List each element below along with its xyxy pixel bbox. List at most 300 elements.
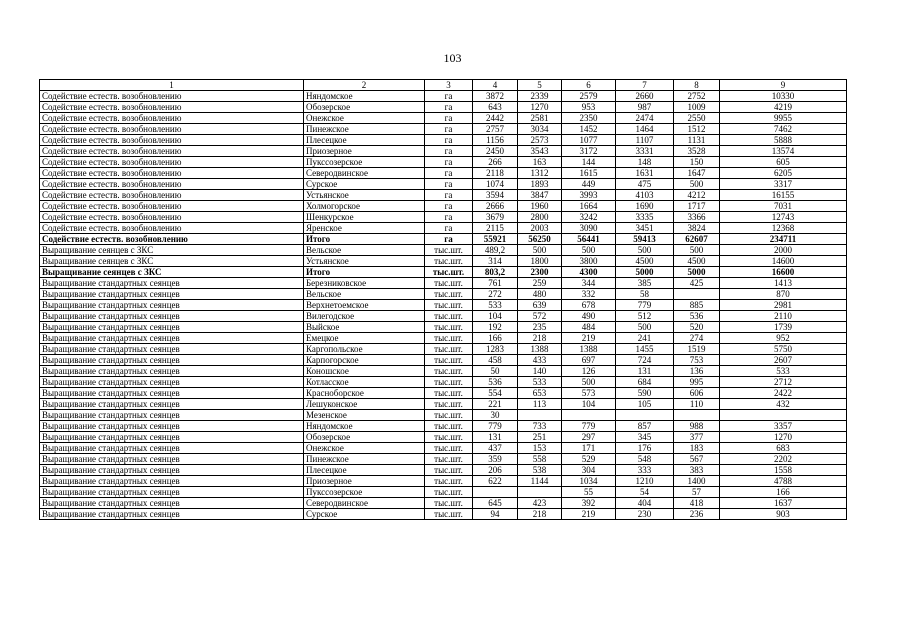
- unit-cell: тыс.шт.: [425, 355, 473, 366]
- table-row: [40, 410, 847, 421]
- activity-cell: Выращивание стандартных сеянцев: [40, 311, 304, 322]
- value-cell: 230: [616, 509, 674, 520]
- activity-cell: Выращивание стандартных сеянцев: [40, 509, 304, 520]
- activity-cell: Содействие естеств. возобновлению: [40, 223, 304, 234]
- header-cell: 3: [425, 80, 473, 91]
- value-cell: 94: [473, 509, 518, 520]
- value-cell: 377: [674, 432, 720, 443]
- table-row: [40, 201, 847, 212]
- value-cell: 3335: [616, 212, 674, 223]
- value-cell: [562, 410, 616, 421]
- value-cell: 241: [616, 333, 674, 344]
- unit-cell: га: [425, 157, 473, 168]
- forestry-cell: Карпогорское: [304, 355, 425, 366]
- forestry-cell: Сурское: [304, 179, 425, 190]
- value-cell: 761: [473, 278, 518, 289]
- total-cell: 4788: [720, 476, 847, 487]
- forestry-cell: Каргопольское: [304, 344, 425, 355]
- value-cell: 1464: [616, 124, 674, 135]
- total-cell: 166: [720, 487, 847, 498]
- value-cell: 3528: [674, 146, 720, 157]
- header-cell: 7: [616, 80, 674, 91]
- value-cell: 166: [473, 333, 518, 344]
- value-cell: 490: [562, 311, 616, 322]
- table-total-row: [40, 234, 847, 245]
- value-cell: 536: [473, 377, 518, 388]
- total-cell: 16600: [720, 267, 847, 278]
- value-cell: 2450: [473, 146, 518, 157]
- value-cell: [616, 410, 674, 421]
- forestry-cell: Пинежское: [304, 124, 425, 135]
- unit-cell: тыс.шт.: [425, 498, 473, 509]
- value-cell: 385: [616, 278, 674, 289]
- table-row: [40, 388, 847, 399]
- forestry-cell: Сурское: [304, 509, 425, 520]
- activity-cell: Содействие естеств. возобновлению: [40, 201, 304, 212]
- header-cell: 8: [674, 80, 720, 91]
- total-cell: 2110: [720, 311, 847, 322]
- value-cell: 1455: [616, 344, 674, 355]
- value-cell: 2118: [473, 168, 518, 179]
- value-cell: 2003: [518, 223, 562, 234]
- value-cell: 3993: [562, 190, 616, 201]
- value-cell: 59413: [616, 234, 674, 245]
- unit-cell: тыс.шт.: [425, 366, 473, 377]
- forestry-cell: Устьянское: [304, 190, 425, 201]
- value-cell: 500: [674, 179, 720, 190]
- value-cell: 218: [518, 509, 562, 520]
- value-cell: 1690: [616, 201, 674, 212]
- forestry-cell: Обозерское: [304, 102, 425, 113]
- value-cell: 489,2: [473, 245, 518, 256]
- value-cell: 3172: [562, 146, 616, 157]
- unit-cell: тыс.шт.: [425, 333, 473, 344]
- value-cell: 697: [562, 355, 616, 366]
- table-row: [40, 366, 847, 377]
- value-cell: [674, 410, 720, 421]
- value-cell: 500: [616, 322, 674, 333]
- forestry-cell: Лешуконское: [304, 399, 425, 410]
- value-cell: 113: [518, 399, 562, 410]
- value-cell: 62607: [674, 234, 720, 245]
- forestry-cell: Березниковское: [304, 278, 425, 289]
- total-cell: 605: [720, 157, 847, 168]
- total-cell: 12743: [720, 212, 847, 223]
- value-cell: 779: [562, 421, 616, 432]
- total-cell: 7031: [720, 201, 847, 212]
- unit-cell: тыс.шт.: [425, 377, 473, 388]
- unit-cell: тыс.шт.: [425, 245, 473, 256]
- total-cell: 952: [720, 333, 847, 344]
- value-cell: 1283: [473, 344, 518, 355]
- table-row: [40, 256, 847, 267]
- value-cell: 2581: [518, 113, 562, 124]
- table-row: [40, 454, 847, 465]
- value-cell: 150: [674, 157, 720, 168]
- value-cell: 2800: [518, 212, 562, 223]
- activity-cell: Выращивание стандартных сеянцев: [40, 366, 304, 377]
- value-cell: 148: [616, 157, 674, 168]
- total-cell: 3357: [720, 421, 847, 432]
- forestry-cell: Онежское: [304, 443, 425, 454]
- value-cell: 219: [562, 333, 616, 344]
- value-cell: 1664: [562, 201, 616, 212]
- value-cell: 56250: [518, 234, 562, 245]
- table-body: [40, 80, 847, 520]
- value-cell: 2573: [518, 135, 562, 146]
- unit-cell: тыс.шт.: [425, 322, 473, 333]
- activity-cell: Выращивание стандартных сеянцев: [40, 432, 304, 443]
- total-cell: 2981: [720, 300, 847, 311]
- value-cell: 297: [562, 432, 616, 443]
- forestry-cell: Плесецкое: [304, 465, 425, 476]
- forestry-cell: Обозерское: [304, 432, 425, 443]
- table-total-row: [40, 267, 847, 278]
- total-cell: 3317: [720, 179, 847, 190]
- total-cell: [720, 410, 847, 421]
- value-cell: 105: [616, 399, 674, 410]
- value-cell: 1077: [562, 135, 616, 146]
- unit-cell: тыс.шт.: [425, 509, 473, 520]
- activity-cell: Выращивание стандартных сеянцев: [40, 322, 304, 333]
- value-cell: 131: [473, 432, 518, 443]
- value-cell: 153: [518, 443, 562, 454]
- unit-cell: га: [425, 135, 473, 146]
- value-cell: 558: [518, 454, 562, 465]
- value-cell: 433: [518, 355, 562, 366]
- unit-cell: га: [425, 201, 473, 212]
- value-cell: 3800: [562, 256, 616, 267]
- value-cell: 1512: [674, 124, 720, 135]
- value-cell: 1960: [518, 201, 562, 212]
- value-cell: 418: [674, 498, 720, 509]
- activity-cell: Выращивание стандартных сеянцев: [40, 498, 304, 509]
- forestry-cell: Северодвинское: [304, 168, 425, 179]
- value-cell: 684: [616, 377, 674, 388]
- value-cell: 392: [562, 498, 616, 509]
- value-cell: 404: [616, 498, 674, 509]
- activity-cell: Выращивание сеянцев с ЗКС: [40, 245, 304, 256]
- value-cell: 183: [674, 443, 720, 454]
- value-cell: 57: [674, 487, 720, 498]
- value-cell: 163: [518, 157, 562, 168]
- forestry-cell: Вилегодское: [304, 311, 425, 322]
- activity-cell: Выращивание стандартных сеянцев: [40, 388, 304, 399]
- value-cell: 1615: [562, 168, 616, 179]
- total-cell: 2202: [720, 454, 847, 465]
- value-cell: 4500: [674, 256, 720, 267]
- activity-cell: Выращивание стандартных сеянцев: [40, 399, 304, 410]
- header-cell: 6: [562, 80, 616, 91]
- value-cell: 2579: [562, 91, 616, 102]
- value-cell: 500: [562, 245, 616, 256]
- header-cell: 9: [720, 80, 847, 91]
- value-cell: 548: [616, 454, 674, 465]
- unit-cell: тыс.шт.: [425, 256, 473, 267]
- table-row: [40, 212, 847, 223]
- table-row: [40, 278, 847, 289]
- table-row: [40, 190, 847, 201]
- forestry-cell: Яренское: [304, 223, 425, 234]
- table-row: [40, 113, 847, 124]
- data-table: [39, 79, 847, 520]
- table-row: [40, 421, 847, 432]
- activity-cell: Выращивание стандартных сеянцев: [40, 300, 304, 311]
- value-cell: 1452: [562, 124, 616, 135]
- table-row: [40, 399, 847, 410]
- total-cell: 2422: [720, 388, 847, 399]
- unit-cell: га: [425, 168, 473, 179]
- value-cell: 235: [518, 322, 562, 333]
- total-cell: 7462: [720, 124, 847, 135]
- activity-cell: Выращивание стандартных сеянцев: [40, 410, 304, 421]
- total-cell: 1739: [720, 322, 847, 333]
- value-cell: 733: [518, 421, 562, 432]
- value-cell: 5000: [616, 267, 674, 278]
- value-cell: 345: [616, 432, 674, 443]
- value-cell: 538: [518, 465, 562, 476]
- table-row: [40, 135, 847, 146]
- value-cell: 2339: [518, 91, 562, 102]
- table-row: [40, 157, 847, 168]
- activity-cell: Содействие естеств. возобновлению: [40, 157, 304, 168]
- forestry-cell: Няндомское: [304, 91, 425, 102]
- unit-cell: га: [425, 124, 473, 135]
- value-cell: 1009: [674, 102, 720, 113]
- value-cell: 2115: [473, 223, 518, 234]
- activity-cell: Содействие естеств. возобновлению: [40, 124, 304, 135]
- value-cell: 1312: [518, 168, 562, 179]
- value-cell: 885: [674, 300, 720, 311]
- value-cell: 259: [518, 278, 562, 289]
- value-cell: [518, 487, 562, 498]
- value-cell: 176: [616, 443, 674, 454]
- value-cell: 753: [674, 355, 720, 366]
- value-cell: 359: [473, 454, 518, 465]
- total-cell: 1413: [720, 278, 847, 289]
- table-row: [40, 355, 847, 366]
- table-row: [40, 377, 847, 388]
- total-cell: 234711: [720, 234, 847, 245]
- value-cell: 423: [518, 498, 562, 509]
- value-cell: 953: [562, 102, 616, 113]
- value-cell: 639: [518, 300, 562, 311]
- value-cell: 266: [473, 157, 518, 168]
- value-cell: 1647: [674, 168, 720, 179]
- table-row: [40, 509, 847, 520]
- value-cell: 480: [518, 289, 562, 300]
- value-cell: 4103: [616, 190, 674, 201]
- value-cell: 136: [674, 366, 720, 377]
- forestry-cell: Холмогорское: [304, 201, 425, 212]
- forestry-cell: Выйское: [304, 322, 425, 333]
- forestry-cell: Мезенское: [304, 410, 425, 421]
- activity-cell: Содействие естеств. возобновлению: [40, 146, 304, 157]
- value-cell: 1074: [473, 179, 518, 190]
- unit-cell: тыс.шт.: [425, 487, 473, 498]
- value-cell: 500: [518, 245, 562, 256]
- value-cell: 219: [562, 509, 616, 520]
- value-cell: 2300: [518, 267, 562, 278]
- value-cell: 533: [473, 300, 518, 311]
- forestry-cell: Шенкурское: [304, 212, 425, 223]
- total-cell: 2712: [720, 377, 847, 388]
- value-cell: 536: [674, 311, 720, 322]
- value-cell: 314: [473, 256, 518, 267]
- table-row: [40, 168, 847, 179]
- forestry-cell: Няндомское: [304, 421, 425, 432]
- forestry-cell: Приозерное: [304, 476, 425, 487]
- value-cell: 995: [674, 377, 720, 388]
- activity-cell: Содействие естеств. возобновлению: [40, 91, 304, 102]
- unit-cell: тыс.шт.: [425, 476, 473, 487]
- activity-cell: Содействие естеств. возобновлению: [40, 168, 304, 179]
- value-cell: 50: [473, 366, 518, 377]
- value-cell: 5000: [674, 267, 720, 278]
- unit-cell: тыс.шт.: [425, 432, 473, 443]
- value-cell: 140: [518, 366, 562, 377]
- value-cell: 1717: [674, 201, 720, 212]
- value-cell: 58: [616, 289, 674, 300]
- table-row: [40, 333, 847, 344]
- value-cell: 1034: [562, 476, 616, 487]
- activity-cell: Содействие естеств. возобновлению: [40, 212, 304, 223]
- activity-cell: Выращивание стандартных сеянцев: [40, 487, 304, 498]
- value-cell: 2752: [674, 91, 720, 102]
- total-cell: 683: [720, 443, 847, 454]
- value-cell: 678: [562, 300, 616, 311]
- total-cell: 5888: [720, 135, 847, 146]
- value-cell: 857: [616, 421, 674, 432]
- table-row: [40, 498, 847, 509]
- forestry-cell: Итого: [304, 234, 425, 245]
- value-cell: 1631: [616, 168, 674, 179]
- activity-cell: Выращивание сеянцев с ЗКС: [40, 256, 304, 267]
- value-cell: 1800: [518, 256, 562, 267]
- value-cell: 304: [562, 465, 616, 476]
- total-cell: 6205: [720, 168, 847, 179]
- value-cell: 573: [562, 388, 616, 399]
- value-cell: 56441: [562, 234, 616, 245]
- unit-cell: тыс.шт.: [425, 289, 473, 300]
- forestry-cell: Вельское: [304, 245, 425, 256]
- value-cell: 54: [616, 487, 674, 498]
- total-cell: 10330: [720, 91, 847, 102]
- value-cell: 3090: [562, 223, 616, 234]
- value-cell: 779: [473, 421, 518, 432]
- value-cell: 567: [674, 454, 720, 465]
- value-cell: 500: [616, 245, 674, 256]
- value-cell: 458: [473, 355, 518, 366]
- value-cell: 333: [616, 465, 674, 476]
- value-cell: 2442: [473, 113, 518, 124]
- value-cell: 512: [616, 311, 674, 322]
- value-cell: 437: [473, 443, 518, 454]
- forestry-cell: Северодвинское: [304, 498, 425, 509]
- value-cell: 3594: [473, 190, 518, 201]
- value-cell: 274: [674, 333, 720, 344]
- table-row: [40, 432, 847, 443]
- header-cell: 1: [40, 80, 304, 91]
- value-cell: 803,2: [473, 267, 518, 278]
- value-cell: 2757: [473, 124, 518, 135]
- activity-cell: Выращивание стандартных сеянцев: [40, 355, 304, 366]
- value-cell: 206: [473, 465, 518, 476]
- unit-cell: тыс.шт.: [425, 267, 473, 278]
- forestry-cell: Коношское: [304, 366, 425, 377]
- total-cell: 533: [720, 366, 847, 377]
- header-cell: 5: [518, 80, 562, 91]
- activity-cell: Выращивание сеянцев с ЗКС: [40, 267, 304, 278]
- value-cell: 332: [562, 289, 616, 300]
- value-cell: 236: [674, 509, 720, 520]
- table-header-row: [40, 80, 847, 91]
- value-cell: 1270: [518, 102, 562, 113]
- value-cell: [473, 487, 518, 498]
- value-cell: [518, 410, 562, 421]
- value-cell: 218: [518, 333, 562, 344]
- value-cell: 2550: [674, 113, 720, 124]
- forestry-cell: Онежское: [304, 113, 425, 124]
- forestry-cell: Верхнетоемское: [304, 300, 425, 311]
- value-cell: 484: [562, 322, 616, 333]
- value-cell: 144: [562, 157, 616, 168]
- table-row: [40, 465, 847, 476]
- value-cell: 1210: [616, 476, 674, 487]
- value-cell: 643: [473, 102, 518, 113]
- value-cell: 475: [616, 179, 674, 190]
- unit-cell: тыс.шт.: [425, 344, 473, 355]
- forestry-cell: Котласское: [304, 377, 425, 388]
- activity-cell: Выращивание стандартных сеянцев: [40, 344, 304, 355]
- total-cell: 4219: [720, 102, 847, 113]
- value-cell: 500: [562, 377, 616, 388]
- value-cell: 724: [616, 355, 674, 366]
- activity-cell: Выращивание стандартных сеянцев: [40, 289, 304, 300]
- value-cell: 645: [473, 498, 518, 509]
- unit-cell: тыс.шт.: [425, 443, 473, 454]
- unit-cell: тыс.шт.: [425, 465, 473, 476]
- unit-cell: га: [425, 190, 473, 201]
- table-row: [40, 124, 847, 135]
- table-row: [40, 443, 847, 454]
- forestry-cell: Плесецкое: [304, 135, 425, 146]
- forestry-cell: Итого: [304, 267, 425, 278]
- table-row: [40, 344, 847, 355]
- value-cell: 606: [674, 388, 720, 399]
- value-cell: 449: [562, 179, 616, 190]
- page-number: 103: [443, 51, 462, 65]
- total-cell: 2000: [720, 245, 847, 256]
- activity-cell: Выращивание стандартных сеянцев: [40, 278, 304, 289]
- value-cell: 2666: [473, 201, 518, 212]
- value-cell: 1400: [674, 476, 720, 487]
- value-cell: 344: [562, 278, 616, 289]
- activity-cell: Выращивание стандартных сеянцев: [40, 443, 304, 454]
- activity-cell: Содействие естеств. возобновлению: [40, 179, 304, 190]
- total-cell: 1637: [720, 498, 847, 509]
- value-cell: 3034: [518, 124, 562, 135]
- total-cell: 870: [720, 289, 847, 300]
- table-row: [40, 245, 847, 256]
- activity-cell: Содействие естеств. возобновлению: [40, 234, 304, 245]
- value-cell: 554: [473, 388, 518, 399]
- value-cell: [674, 289, 720, 300]
- table-row: [40, 476, 847, 487]
- forestry-cell: Пукссозерское: [304, 487, 425, 498]
- value-cell: 622: [473, 476, 518, 487]
- value-cell: 2474: [616, 113, 674, 124]
